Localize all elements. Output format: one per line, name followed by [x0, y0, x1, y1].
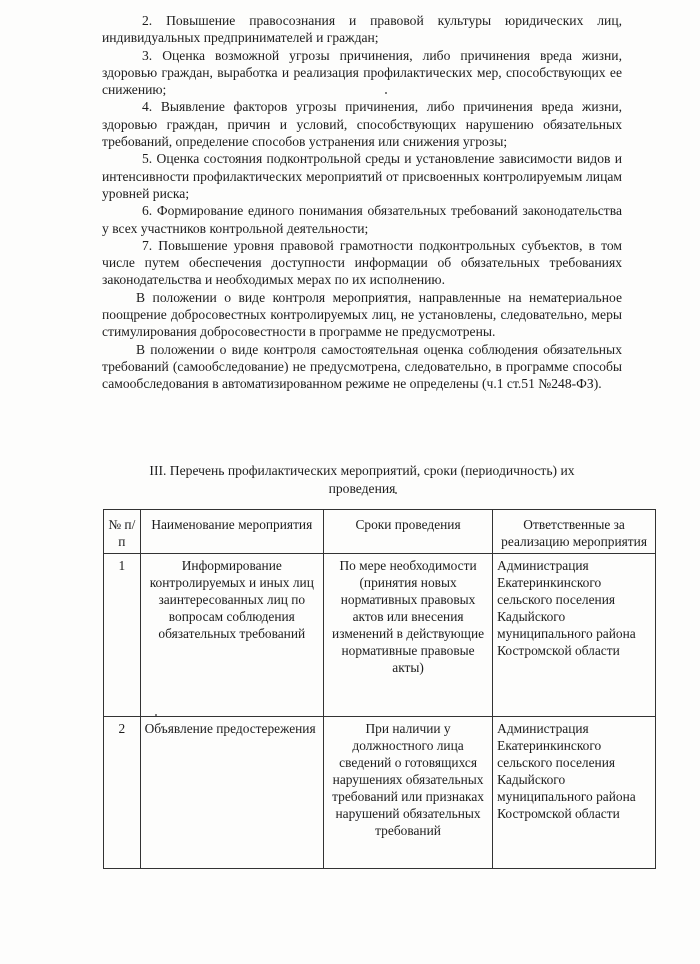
row-number: 1 — [104, 554, 141, 717]
scan-speck — [155, 714, 157, 716]
row-responsible: Администрация Екатеринкинского сельского поселения Кадыйского муниципального района Костромской области — [493, 717, 656, 869]
table-header-row — [104, 510, 656, 554]
header-responsible: Ответственные за реализацию мероприятия — [493, 510, 656, 554]
row-name: Информирование контролируемых и иных лиц заинтересованных лиц по вопросам соблюдения обязательных требований — [140, 554, 323, 717]
header-name: Наименование мероприятия — [140, 510, 323, 554]
table-row — [104, 554, 656, 717]
paragraph-goal-5: 5. Оценка состояния подконтрольной среды и установление зависимости видов и интенсивности профилактических мероприятий от присвоенных контролируемым лицам уровней риска; — [102, 151, 622, 201]
paragraph-goal-3: 3. Оценка возможной угрозы причинения, либо причинения вреда жизни, здоровью граждан, выработка и реализация профилактических мер, способствующих ее снижению; — [102, 47, 622, 98]
row-name: Объявление предостережения — [140, 717, 323, 869]
measures-table — [103, 509, 656, 869]
row-term: По мере необходимости (принятия новых нормативных правовых актов или внесения изменений в действующие нормативные правовые акты) — [323, 554, 492, 717]
section-title: III. Перечень профилактических мероприятий, сроки (периодичность) их проведения — [149, 463, 575, 496]
paragraph-goal-2: 2. Повышение правосознания и правовой культуры юридических лиц, индивидуальных предпринимателей и граждан; — [102, 13, 622, 46]
paragraph-goal-7: 7. Повышение уровня правовой грамотности подконтрольных субъектов, в том числе путем обеспечения доступности информации об обязательных требованиях законодательства и необходимых мерах по их исполнению. — [102, 237, 622, 288]
body-text — [102, 12, 622, 393]
paragraph-goal-6: 6. Формирование единого понимания обязательных требований законодательства у всех участников контрольной деятельности; — [102, 203, 622, 236]
paragraph-goal-4: 4. Выявление факторов угрозы причинения, либо причинения вреда жизни, здоровью граждан, причин и условий, способствующих нарушению обязательных требований, определение способов устранения или снижения угрозы; — [102, 99, 622, 150]
header-number: № п/п — [104, 510, 141, 554]
header-term: Сроки проведения — [323, 510, 492, 554]
row-responsible: Администрация Екатеринкинского сельского поселения Кадыйского муниципального района Костромской области — [493, 554, 656, 717]
row-number: 2 — [104, 717, 141, 869]
scan-speck — [395, 492, 397, 494]
row-term: При наличии у должностного лица сведений о готовящихся нарушениях обязательных требований или признаках нарушений обязательных требований — [323, 717, 492, 869]
paragraph-incentives: В положении о виде контроля мероприятия, направленные на нематериальное поощрение добросовестных контролируемых лиц, не установлены, следовательно, меры стимулирования добросовестности в программе не предусмотрены. — [102, 289, 622, 340]
paragraph-self-assessment: В положении о виде контроля самостоятельная оценка соблюдения обязательных требований (самообследование) не предусмотрена, следовательно, в программе способы самообследования в автоматизированном режиме не определены (ч.1 ст.51 №248-ФЗ). — [102, 341, 622, 392]
scan-speck — [385, 92, 387, 94]
table-row — [104, 717, 656, 869]
